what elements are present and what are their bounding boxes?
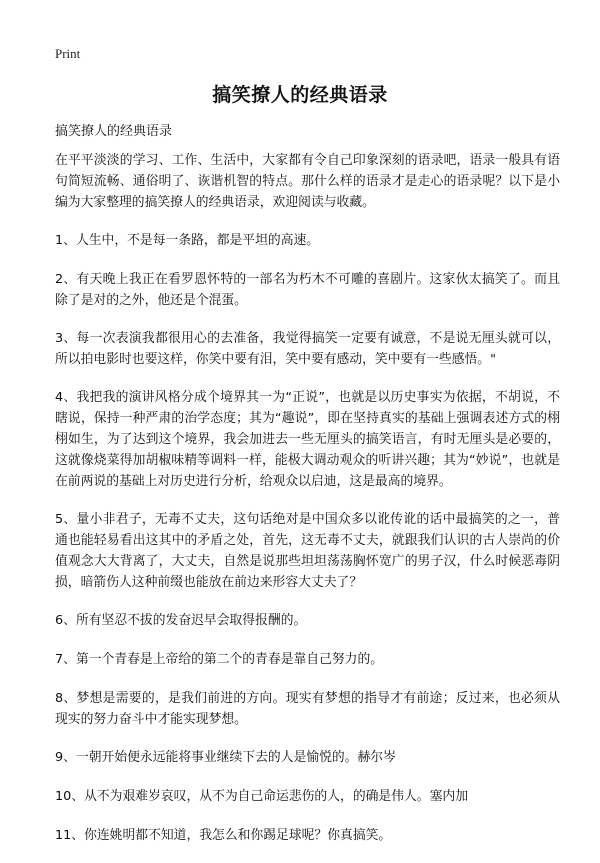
- quote-item: 1、人生中，不是每一条路，都是平坦的高速。: [55, 233, 320, 248]
- page-title: 搞笑撩人的经典语录: [212, 84, 388, 106]
- quote-item: 8、梦想是需要的，是我们前进的方向。现实有梦想的指导才有前途；反过来，也必须从现实的努力奋斗中才能实现梦想。: [55, 691, 560, 727]
- quote-item: 6、所有坚忍不拔的发奋迟早会取得报酬的。: [55, 613, 307, 628]
- document-body: [55, 150, 560, 863]
- quote-item: 3、每一次表演我都很用心的去准备，我觉得搞笑一定要有诚意，不是说无厘头就可以，所以拍电影时也要这样，你笑中要有泪，笑中要有感动，笑中要有一些感悟。": [55, 331, 560, 367]
- quote-item: 2、有天晚上我正在看罗恩怀特的一部名为朽木不可雕的喜剧片。这家伙太搞笑了。而且除了是对的之外，他还是个混蛋。: [55, 272, 560, 308]
- quote-item: 9、一朝开始便永远能将事业继续下去的人是愉悦的。赫尔岑: [55, 750, 396, 765]
- document-subtitle: 搞笑撩人的经典语录: [55, 124, 173, 139]
- quote-item: 7、第一个青春是上帝给的第二个的青春是靠自己努力的。: [55, 652, 384, 667]
- intro-paragraph: 在平平淡淡的学习、工作、生活中，大家都有令自己印象深刻的语录吧，语录一般具有语句简短流畅、通俗明了、诙谐机智的特点。那什么样的语录才是走心的语录呢？以下是小编为大家整理的搞笑撩人的经典语录，欢迎阅读与收藏。: [55, 153, 560, 210]
- quote-item: 10、从不为艰难岁哀叹，从不为自己命运悲伤的人，的确是伟人。塞内加: [55, 789, 468, 804]
- quote-item: 11、你连姚明都不知道，我怎么和你踢足球呢？你真搞笑。: [55, 828, 392, 843]
- print-link[interactable]: Print: [55, 46, 81, 61]
- quote-item: 4、我把我的演讲风格分成个境界其一为“正说”，也就是以历史事实为依据，不胡说，不瞎说，保持一种严肃的治学态度；其为“趣说”，即在坚持真实的基础上强调表述方式的栩栩如生，为了达到这个境界，我会加进去一些无厘头的搞笑语言，有时无厘头是必要的，这就像烧菜得加胡椒味精等调料一样，能极大调动观众的听讲兴趣；其为“妙说”，也就是在前两说的基础上对历史进行分析，给观众以启迪，这是最高的境界。: [55, 390, 560, 489]
- quote-item: 5、量小非君子，无毒不丈夫，这句话绝对是中国众多以讹传讹的话中最搞笑的之一，普通也能轻易看出这其中的矛盾之处，首先，这无毒不丈夫，就跟我们认识的古人崇尚的价值观念大大背离了，大丈夫，自然是说那些坦坦荡荡胸怀宽广的男子汉，什么时候恶毒阴损，暗箭伤人这种前缀也能放在前边来形容大丈夫了？: [55, 512, 560, 590]
